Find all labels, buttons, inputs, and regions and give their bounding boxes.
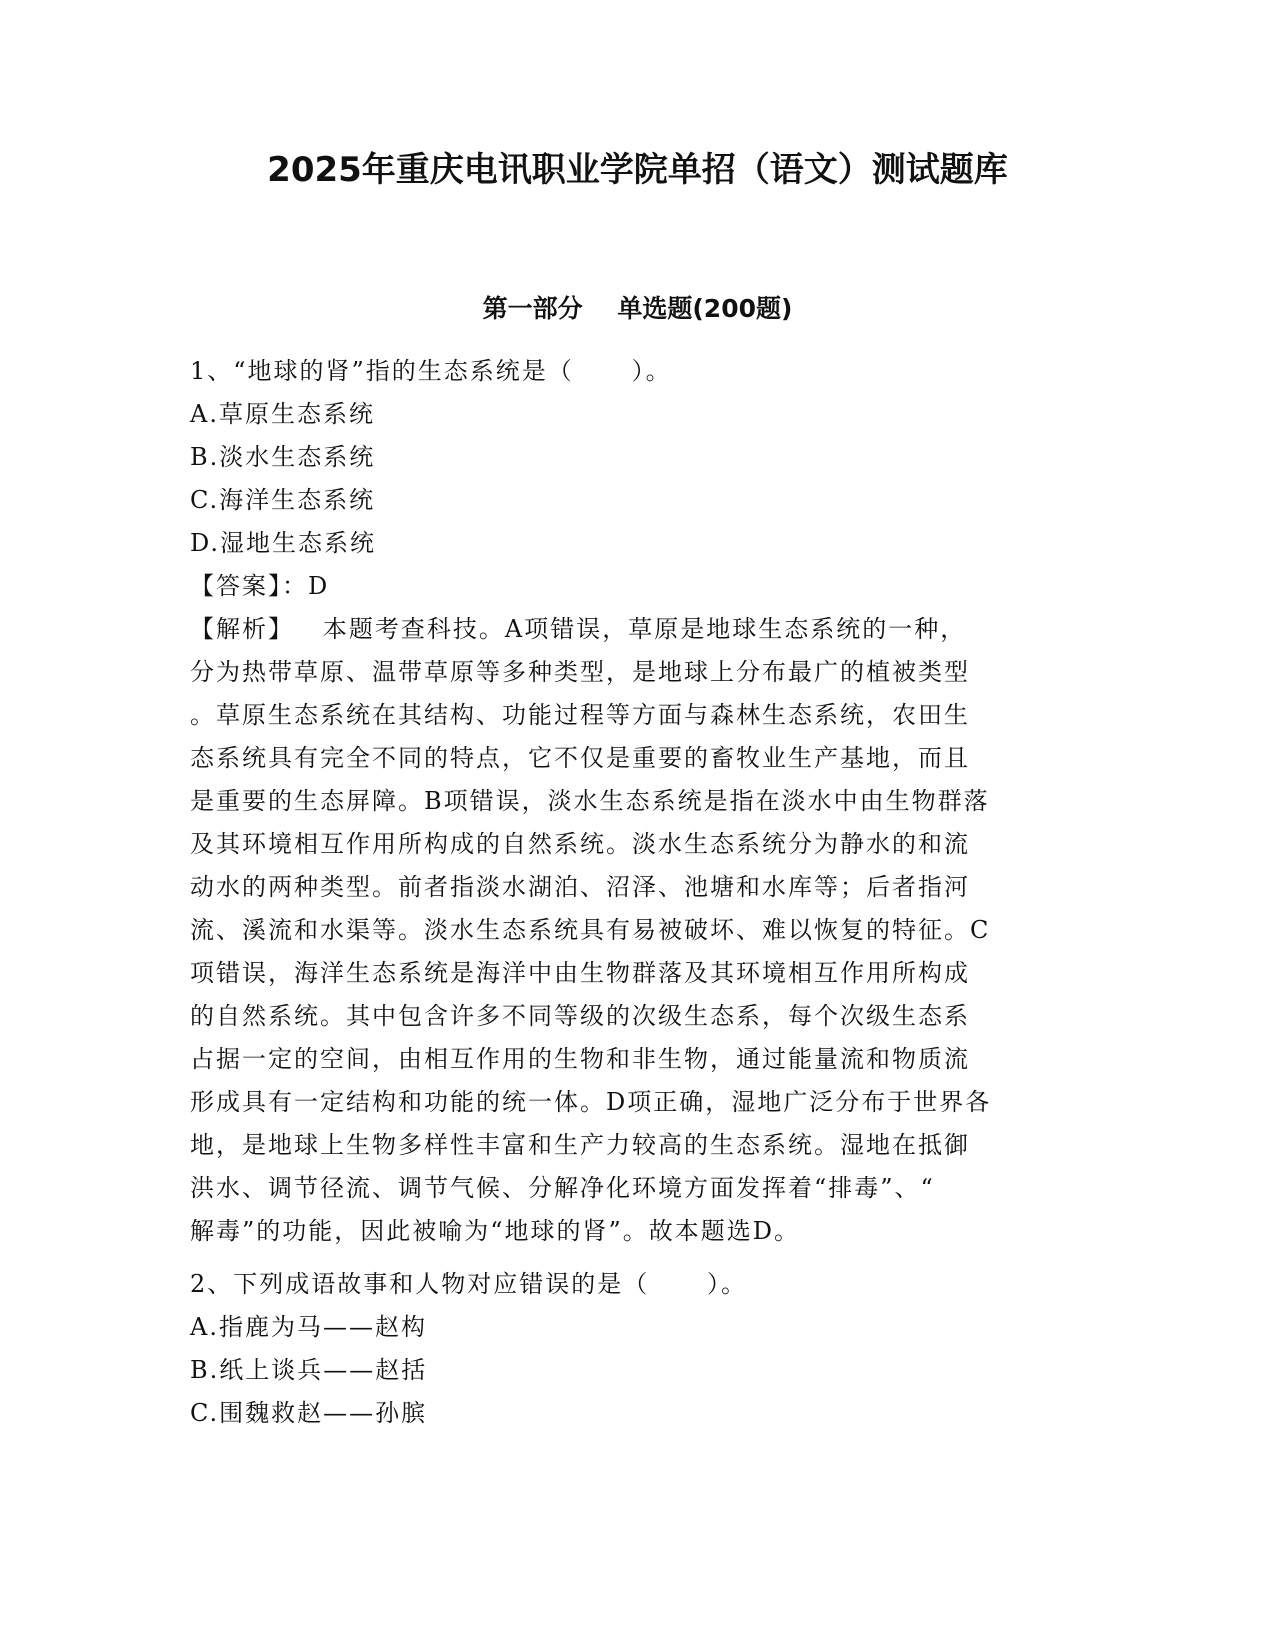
section-title: 第一部分 单选题(200题) xyxy=(482,294,793,323)
question-1-option-d: D.湿地生态系统 xyxy=(190,529,377,557)
analysis-line: 分为热带草原、温带草原等多种类型，是地球上分布最广的植被类型 xyxy=(190,658,970,686)
question-body xyxy=(190,350,1090,1435)
analysis-line: 【解析】 本题考查科技。A项错误，草原是地球生态系统的一种， xyxy=(190,615,967,643)
analysis-line: 的自然系统。其中包含许多不同等级的次级生态系，每个次级生态系 xyxy=(190,1002,970,1030)
question-2-option-b: B.纸上谈兵——赵括 xyxy=(190,1356,428,1384)
question-2 xyxy=(190,1263,1090,1435)
analysis-line: 及其环境相互作用所构成的自然系统。淡水生态系统分为静水的和流 xyxy=(190,830,970,858)
question-2-option-c: C.围魏救赵——孙膑 xyxy=(190,1399,428,1427)
analysis-line: 动水的两种类型。前者指淡水湖泊、沼泽、池塘和水库等；后者指河 xyxy=(190,873,970,901)
document-title: 2025年重庆电讯职业学院单招（语文）测试题库 xyxy=(267,150,1008,190)
question-1 xyxy=(190,350,1090,1253)
analysis-line: 是重要的生态屏障。B项错误，淡水生态系统是指在淡水中由生物群落 xyxy=(190,787,990,815)
analysis-line: 解毒”的功能，因此被喻为“地球的肾”。故本题选D。 xyxy=(190,1217,801,1245)
question-1-option-b: B.淡水生态系统 xyxy=(190,443,376,471)
analysis-line: 。草原生态系统在其结构、功能过程等方面与森林生态系统，农田生 xyxy=(190,701,970,729)
question-1-analysis xyxy=(190,608,1090,1253)
question-1-stem: 1、“地球的肾”指的生态系统是（ ）。 xyxy=(190,357,672,385)
analysis-line: 地，是地球上生物多样性丰富和生产力较高的生态系统。湿地在抵御 xyxy=(190,1131,970,1159)
analysis-line: 洪水、调节径流、调节气候、分解净化环境方面发挥着“排毒”、“ xyxy=(190,1174,935,1202)
analysis-line: 形成具有一定结构和功能的统一体。D项正确，湿地广泛分布于世界各 xyxy=(190,1088,992,1116)
analysis-line: 流、溪流和水渠等。淡水生态系统具有易被破坏、难以恢复的特征。C xyxy=(190,916,991,944)
question-1-option-a: A.草原生态系统 xyxy=(190,400,375,428)
analysis-line: 态系统具有完全不同的特点，它不仅是重要的畜牧业生产基地，而且 xyxy=(190,744,970,772)
question-2-option-a: A.指鹿为马——赵构 xyxy=(190,1313,427,1341)
question-spacer xyxy=(190,1253,1090,1263)
question-2-stem: 2、下列成语故事和人物对应错误的是（ ）。 xyxy=(190,1270,748,1298)
analysis-line: 项错误，海洋生态系统是海洋中由生物群落及其环境相互作用所构成 xyxy=(190,959,970,987)
question-1-answer: 【答案】：D xyxy=(190,572,330,600)
question-1-option-c: C.海洋生态系统 xyxy=(190,486,376,514)
analysis-line: 占据一定的空间，由相互作用的生物和非生物，通过能量流和物质流 xyxy=(190,1045,970,1073)
